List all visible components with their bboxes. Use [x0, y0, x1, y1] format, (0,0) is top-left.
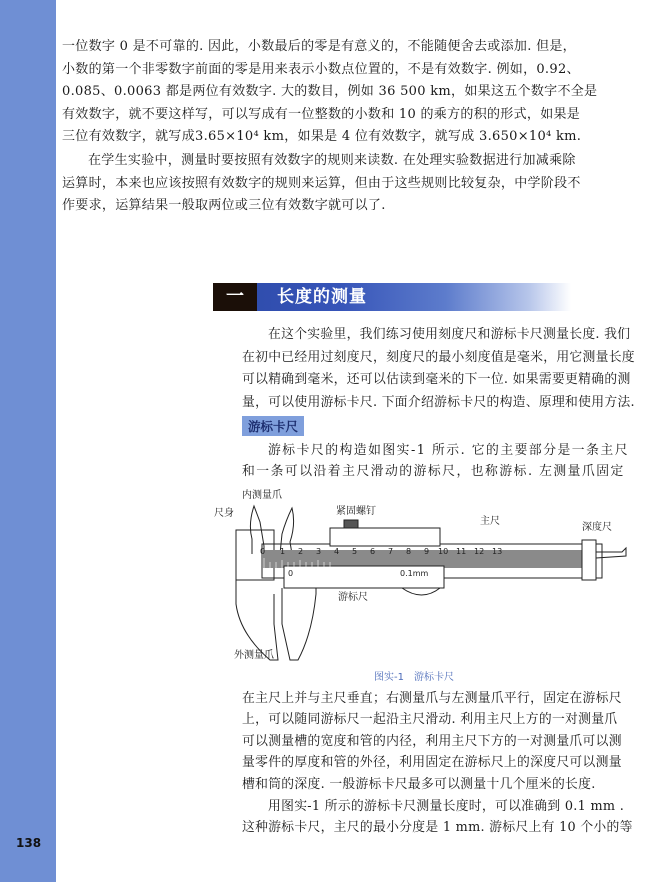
subheading-vernier-caliper: 游标卡尺: [242, 416, 304, 436]
svg-text:4: 4: [334, 547, 340, 556]
intro-paragraph-2: [62, 150, 618, 218]
figure-caption: [374, 668, 454, 683]
text-line: 一位数字 0 是不可靠的. 因此，小数最后的零是有意义的，不能随便舍去或添加. 但是，: [62, 39, 576, 54]
label-inner-jaws: 内测量爪: [242, 490, 282, 501]
caliper-description-paragraph: [242, 440, 629, 482]
text-line: 可以精确到毫米，还可以估读到毫米的下一位. 如果需要更精确的测: [242, 372, 631, 388]
text-line: 游标卡尺的构造如图实-1 所示. 它的主要部分是一条主尺: [268, 443, 629, 458]
svg-text:7: 7: [388, 547, 394, 556]
text-line: 在主尺上并与主尺垂直；右测量爪与左测量爪平行，固定在游标尺: [242, 691, 622, 706]
label-vernier: 游标尺: [338, 592, 368, 603]
text-line: 三位有效数字，就写成3.65×10⁴ km，如果是 4 位有效数字，就写成 3.650×10⁴ km.: [62, 129, 582, 145]
label-lock-screw: 紧固螺钉: [336, 506, 376, 517]
text-line: 量零件的厚度和管的外径，利用固定在游标尺上的深度尺可以测量: [242, 755, 622, 771]
svg-text:0: 0: [288, 569, 294, 578]
intro-paragraph-1: [62, 36, 618, 149]
text-line: 上，可以随同游标尺一起沿主尺滑动. 利用主尺上方的一对测量爪: [242, 712, 618, 728]
text-line: 作要求，运算结果一般取两位或三位有效数字就可以了.: [62, 198, 386, 214]
label-main-scale: 主尺: [480, 516, 500, 527]
svg-text:9: 9: [424, 547, 430, 556]
svg-text:13: 13: [492, 547, 503, 556]
text-line: 和一条可以沿着主尺滑动的游标尺，也称游标. 左测量爪固定: [242, 464, 625, 479]
svg-text:8: 8: [406, 547, 412, 556]
section-intro-paragraph: [242, 324, 635, 414]
figure-caption-id: 图实-1: [374, 672, 404, 683]
text-line: 小数的第一个非零数字前面的零是用来表示小数点位置的，不是有效数字. 例如，0.92、: [62, 61, 580, 77]
svg-text:0.1mm: 0.1mm: [400, 569, 429, 578]
svg-text:10: 10: [438, 547, 449, 556]
text-line: 0.085、0.0063 都是两位有效数字. 大的数目，例如 36 500 km，如果这五个数字不全是: [62, 84, 598, 100]
section-title: 长度的测量: [277, 287, 367, 307]
scale-tick-0: 0: [260, 547, 266, 556]
svg-text:2: 2: [298, 547, 304, 556]
vernier-caliper-illustration: [212, 484, 632, 674]
page-number: 138: [16, 836, 42, 850]
section-heading-bar: [213, 283, 571, 311]
svg-text:11: 11: [456, 547, 467, 556]
text-line: 量，可以使用游标卡尺. 下面介绍游标卡尺的构造、原理和使用方法.: [242, 394, 635, 410]
figure-caption-text: 游标卡尺: [413, 672, 454, 683]
text-line: 槽和筒的深度. 一般游标卡尺最多可以测量十几个厘米的长度.: [242, 776, 596, 792]
svg-text:6: 6: [370, 547, 376, 556]
text-line: 在学生实验中，测量时要按照有效数字的规则来读数. 在处理实验数据进行加减乘除: [88, 153, 576, 168]
caliper-precision-paragraph: [242, 796, 633, 839]
svg-text:3: 3: [316, 547, 322, 556]
text-line: 在初中已经用过刻度尺，刻度尺的最小刻度值是毫米，用它测量长度: [242, 349, 635, 365]
text-line: 在这个实验里，我们练习使用刻度尺和游标卡尺测量长度. 我们: [268, 327, 631, 342]
caliper-parts-paragraph: [242, 688, 620, 795]
vernier-caliper-figure: [212, 484, 632, 684]
text-line: 这种游标卡尺，主尺的最小分度是 1 mm. 游标尺上有 10 个小的等: [242, 820, 633, 836]
section-number: 一: [213, 283, 257, 311]
text-line: 可以测量槽的宽度和管的内径，利用主尺下方的一对测量爪可以测: [242, 733, 622, 749]
text-line: 有效数字，就不要这样写，可以写成有一位整数的小数和 10 的乘方的积的形式，如果是: [62, 106, 581, 122]
label-depth-rod: 深度尺: [582, 522, 612, 533]
svg-text:1: 1: [280, 547, 286, 556]
text-line: 运算时，本来也应该按照有效数字的规则来运算，但由于这些规则比较复杂，中学阶段不: [62, 175, 581, 191]
text-line: 用图实-1 所示的游标卡尺测量长度时，可以准确到 0.1 mm .: [268, 799, 625, 814]
svg-text:5: 5: [352, 547, 358, 556]
label-body: 尺身: [214, 508, 234, 519]
label-outer-jaws: 外测量爪: [234, 650, 274, 661]
svg-text:12: 12: [474, 547, 485, 556]
page-sidebar-strip: [0, 0, 56, 882]
